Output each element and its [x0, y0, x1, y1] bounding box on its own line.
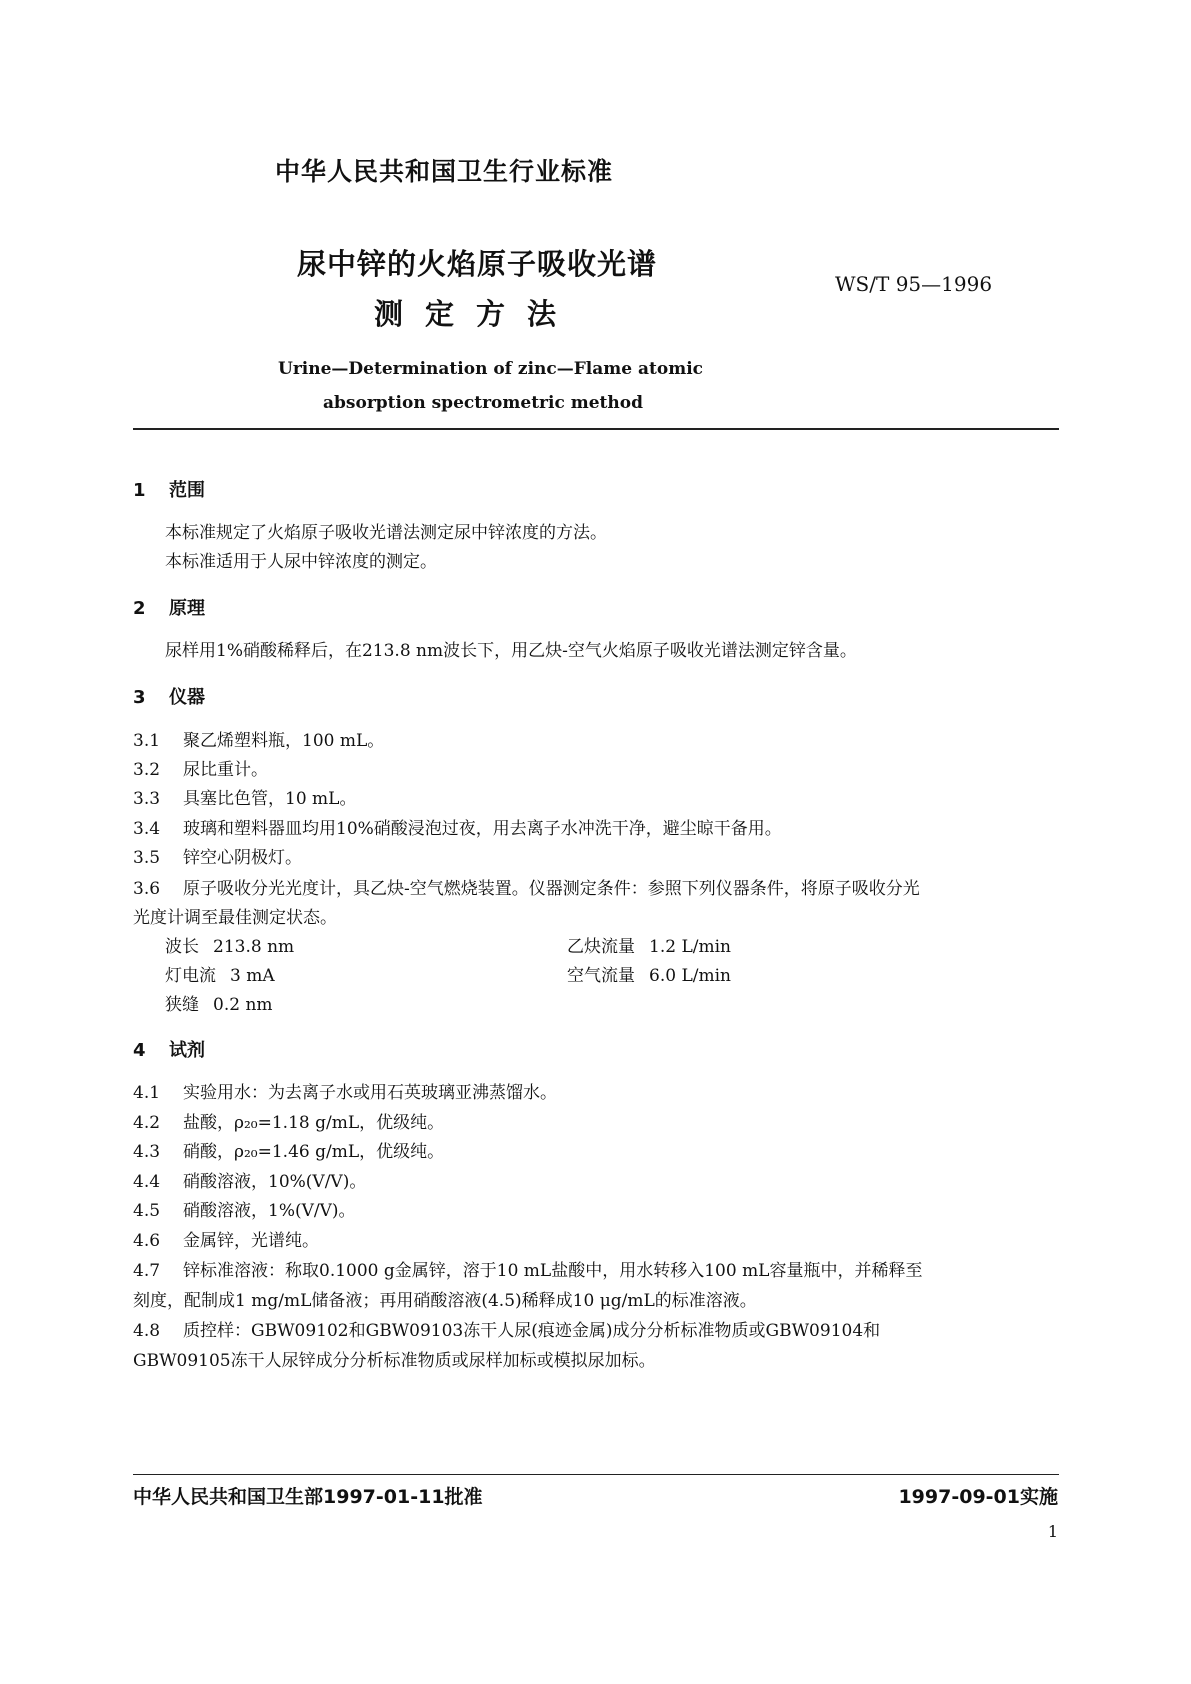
item-number: 3.2: [133, 760, 161, 780]
list-item: [133, 1167, 366, 1192]
item-number: 4.1: [133, 1083, 161, 1103]
issuing-organization-title: 中华人民共和国卫生行业标准: [275, 157, 614, 186]
section-title: 原理: [169, 598, 205, 619]
item-number: 3.1: [133, 731, 161, 751]
list-item: [133, 874, 920, 899]
list-item: [133, 784, 356, 809]
condition-label: 乙炔流量: [567, 937, 635, 957]
item-text: 锌标准溶液：称取0.1000 g金属锌，溶于10 mL盐酸中，用水转移入100 mL容量瓶中，并稀释至: [183, 1261, 923, 1281]
condition-value: 3 mA: [230, 966, 275, 986]
footer-divider: [133, 1474, 1059, 1475]
item-number: 4.3: [133, 1142, 161, 1162]
document-title-cn-line1: 尿中锌的火焰原子吸收光谱: [297, 247, 658, 281]
condition-label: 狭缝: [165, 995, 199, 1015]
condition-value: 1.2 L/min: [649, 937, 731, 957]
condition-wavelength: [165, 932, 294, 957]
item-text: 硝酸，ρ₂₀=1.46 g/mL，优级纯。: [183, 1142, 445, 1162]
section-title: 仪器: [169, 687, 205, 708]
document-title-en: [278, 352, 704, 420]
item-number: 4.6: [133, 1231, 161, 1251]
item-text: 金属锌，光谱纯。: [183, 1231, 319, 1251]
paragraph: 本标准规定了火焰原子吸收光谱法测定尿中锌浓度的方法。: [165, 523, 607, 543]
item-number: 3.5: [133, 848, 161, 868]
item-number: 3.3: [133, 789, 161, 809]
item-text: 实验用水：为去离子水或用石英玻璃亚沸蒸馏水。: [183, 1083, 557, 1103]
item-number: 4.8: [133, 1321, 161, 1341]
item-text: 质控样：GBW09102和GBW09103冻干人尿(痕迹金属)成分分析标准物质或GBW09104和: [183, 1321, 881, 1341]
condition-label: 空气流量: [567, 966, 635, 986]
list-item: [133, 1196, 356, 1221]
condition-label: 灯电流: [165, 966, 216, 986]
list-item: [133, 843, 302, 868]
section-heading: [133, 594, 205, 620]
condition-label: 波长: [165, 937, 199, 957]
list-item: [133, 1078, 557, 1103]
paragraph: 尿样用1%硝酸稀释后，在213.8 nm波长下，用乙炔-空气火焰原子吸收光谱法测定锌含量。: [165, 641, 857, 661]
condition-value: 213.8 nm: [213, 937, 295, 957]
section-heading: [133, 683, 205, 709]
item-text: 锌空心阴极灯。: [183, 848, 302, 868]
item-text: 尿比重计。: [183, 760, 268, 780]
item-text: 聚乙烯塑料瓶，100 mL。: [183, 731, 385, 751]
section-title: 范围: [169, 480, 205, 501]
list-item: [133, 726, 384, 751]
item-text: 盐酸，ρ₂₀=1.18 g/mL，优级纯。: [183, 1113, 445, 1133]
implementation-date: 1997-09-01实施: [898, 1486, 1058, 1508]
list-item-continuation: GBW09105冻干人尿锌成分分析标准物质或尿样加标或模拟尿加标。: [133, 1351, 656, 1371]
standard-code: WS/T 95—1996: [835, 272, 993, 296]
item-number: 3.6: [133, 879, 161, 899]
item-number: 4.2: [133, 1113, 161, 1133]
item-number: 4.7: [133, 1261, 161, 1281]
list-item: [133, 814, 782, 839]
condition-acetylene-flow: [567, 932, 731, 957]
condition-value: 6.0 L/min: [649, 966, 731, 986]
list-item: [133, 1108, 444, 1133]
header-divider: [133, 428, 1059, 430]
document-title-en-line2: absorption spectrometric method: [323, 393, 643, 413]
condition-value: 0.2 nm: [213, 995, 273, 1015]
item-text: 具塞比色管，10 mL。: [183, 789, 357, 809]
item-number: 4.5: [133, 1201, 161, 1221]
section-number: 2: [133, 598, 146, 619]
item-text: 硝酸溶液，10%(V/V)。: [183, 1172, 367, 1192]
paragraph: 本标准适用于人尿中锌浓度的测定。: [165, 552, 437, 572]
condition-slit: [165, 990, 273, 1015]
section-heading: [133, 1036, 205, 1062]
list-item: [133, 1137, 444, 1162]
list-item: [133, 1316, 880, 1341]
section-title: 试剂: [169, 1040, 205, 1061]
item-number: 4.4: [133, 1172, 161, 1192]
condition-lamp-current: [165, 961, 275, 986]
condition-air-flow: [567, 961, 731, 986]
approval-note: 中华人民共和国卫生部1997-01-11批准: [133, 1486, 483, 1508]
list-item-continuation: 刻度，配制成1 mg/mL储备液；再用硝酸溶液(4.5)稀释成10 μg/mL的标准溶液。: [133, 1291, 757, 1311]
document-title-cn-line2: 测定方法: [374, 297, 579, 331]
section-number: 1: [133, 480, 146, 501]
list-item-continuation: 光度计调至最佳测定状态。: [133, 908, 337, 928]
list-item: [133, 755, 268, 780]
section-number: 3: [133, 687, 146, 708]
item-text: 原子吸收分光光度计，具乙炔-空气燃烧装置。仪器测定条件：参照下列仪器条件，将原子吸收分光: [183, 879, 920, 899]
list-item: [133, 1226, 319, 1251]
item-text: 玻璃和塑料器皿均用10%硝酸浸泡过夜，用去离子水冲洗干净，避尘晾干备用。: [183, 819, 782, 839]
list-item: [133, 1256, 922, 1281]
document-title-en-line1: Urine—Determination of zinc—Flame atomic: [278, 359, 704, 379]
section-heading: [133, 476, 205, 502]
item-number: 3.4: [133, 819, 161, 839]
item-text: 硝酸溶液，1%(V/V)。: [183, 1201, 356, 1221]
section-number: 4: [133, 1040, 146, 1061]
page-number: 1: [1047, 1522, 1058, 1541]
